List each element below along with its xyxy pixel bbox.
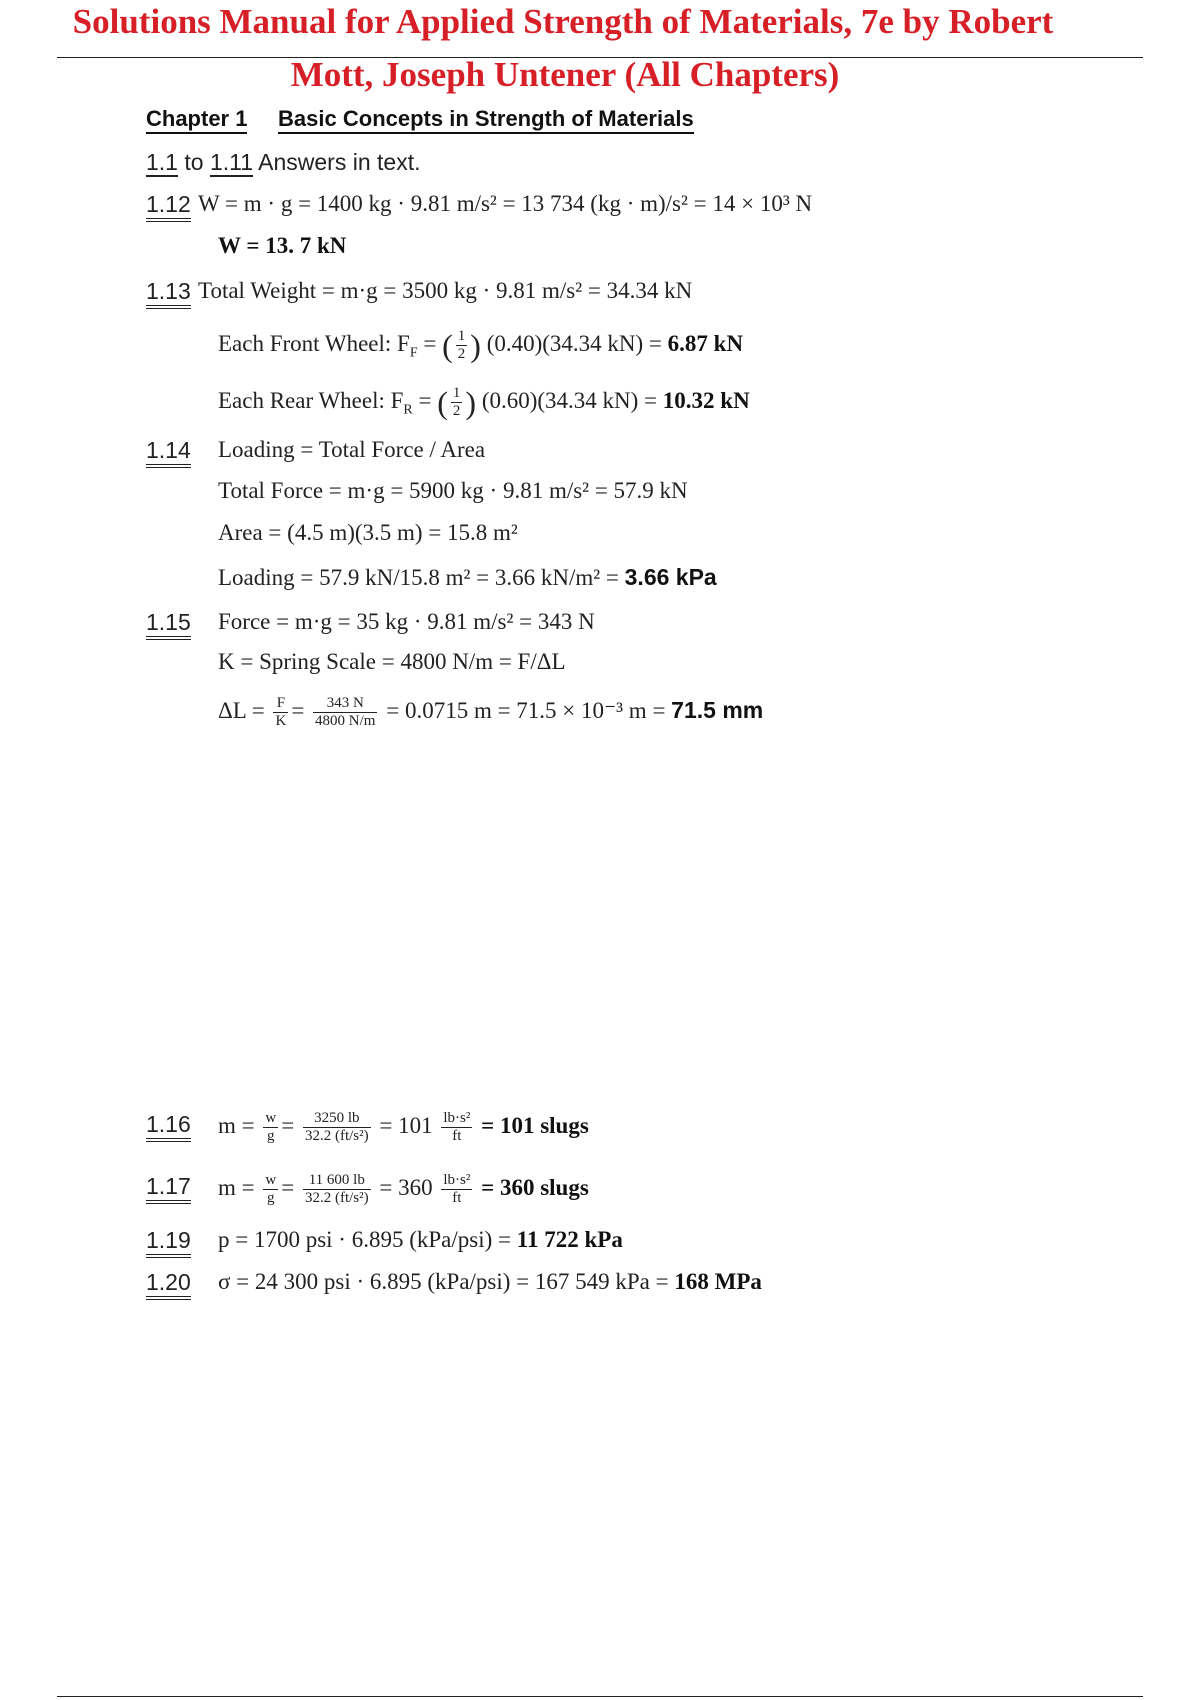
problem-1-13-rear-wheel: Each Rear Wheel: $F_R$ = ( $\frac{1}{2}$ ) (0.60)(34.34 kN) = 10.32 kN [218, 384, 750, 421]
problem-1-16-equation: m = $\frac{w}{g}$ = $\frac{3250 lb}{\text{32.2 (ft/s²)}}$ = 101 $\frac{\text{lb·s²}}{ft}$ = 101 slugs [218, 1110, 589, 1144]
problem-1-15-line1: Force = m·g = 35 kg · 9.81 m/s² = 343 N [218, 609, 595, 634]
paren-close: ) [465, 384, 477, 421]
problem-number-1-14: 1.14 [146, 436, 191, 468]
problem-number-1-13: 1.13 [146, 277, 191, 309]
problem-1-13-front-wheel: Each Front Wheel: $F_F$ = ( $\frac{1}{2}$ ) (0.40)(34.34 kN) = 6.87 kN [218, 327, 744, 364]
force-over-k-fraction [313, 695, 377, 730]
fraction-numerator: 1 [457, 328, 466, 344]
paren-close: ) [470, 327, 481, 364]
w-over-g-fraction [263, 1172, 278, 1207]
mass-start: m = [218, 1174, 255, 1200]
fraction-denominator: 2 [452, 403, 461, 419]
front-wheel-sub: F [409, 345, 418, 361]
problem-number-1-19: 1.19 [146, 1226, 191, 1258]
problem-1-14-line4 [218, 563, 717, 592]
fraction-denominator: ft [452, 1128, 462, 1144]
weight-over-g-fraction [303, 1110, 371, 1145]
problem-1-17-equation: m = $\frac{w}{g}$ = $\frac{11 600 lb}{\text{32.2 (ft/s²)}}$ = 360 $\frac{\text{lb·s²}}{ft}$ = 360 slugs [218, 1172, 589, 1206]
fraction-denominator: ft [452, 1190, 462, 1206]
paren-open: ( [442, 327, 453, 364]
f-over-k-fraction [273, 695, 288, 730]
fraction-numerator: lb·s² [443, 1172, 471, 1188]
problem-1-15-line2: K = Spring Scale = 4800 N/m = F/ΔL [218, 649, 566, 674]
problem-number: 1.1 [146, 149, 178, 175]
problem-1-20-equation [218, 1268, 762, 1296]
problem-1-19-equation [218, 1226, 623, 1254]
rear-wheel-label: Each Rear Wheel: F [218, 387, 404, 413]
stress-answer: 168 MPa [674, 1269, 762, 1294]
chapter-name: Basic Concepts in Strength of Materials [278, 106, 694, 134]
fraction-numerator: 11 600 lb [303, 1172, 371, 1190]
fraction-numerator: w [265, 1172, 277, 1188]
fraction-denominator: 32.2 (ft/s²) [304, 1128, 369, 1144]
mass-answer: = 360 slugs [481, 1174, 589, 1200]
problem-text: Answers in text. [258, 149, 421, 175]
loading-answer: 3.66 kPa [624, 564, 717, 590]
stress-expression: σ = 24 300 psi · 6.895 (kPa/psi) = 167 549 kPa = [218, 1269, 669, 1294]
mass-mid: = 101 [379, 1112, 433, 1138]
fraction-numerator: 343 N [313, 695, 377, 713]
unit-fraction [441, 1172, 472, 1207]
fraction-denominator: 2 [457, 346, 466, 362]
problem-number-1-16: 1.16 [146, 1110, 191, 1142]
problem-1-1-row [146, 148, 420, 176]
half-fraction [451, 385, 463, 420]
problem-number-1-12: 1.12 [146, 190, 191, 222]
mass-mid: = 360 [379, 1174, 433, 1200]
fraction-denominator: K [275, 713, 287, 729]
front-wheel-label: Each Front Wheel: F [218, 330, 410, 356]
mass-start: m = [218, 1112, 255, 1138]
problem-number: 1.11 [209, 149, 254, 175]
delta-l-answer: 71.5 mm [671, 696, 764, 723]
problem-1-15-line3: ΔL = $\frac{F}{K}$ = $\frac{343 N}{4800 N/m}$ = 0.0715 m = 71.5 × 10⁻³ m = 71.5 mm [218, 695, 764, 729]
footer-rule [57, 1696, 1143, 1697]
fraction-numerator: 1 [452, 385, 461, 401]
delta-l-start: ΔL = [218, 697, 265, 723]
document-title-line1: Solutions Manual for Applied Strength of Materials, 7e by Robert [72, 2, 1054, 41]
rear-wheel-expression: (0.60)(34.34 kN) = [481, 387, 658, 413]
problem-1-14-line1: Loading = Total Force / Area [218, 437, 486, 462]
mass-answer: = 101 slugs [481, 1112, 589, 1138]
chapter-heading [146, 106, 694, 132]
front-wheel-answer: 6.87 kN [667, 330, 744, 356]
delta-l-result: = 0.0715 m = 71.5 × 10⁻³ m = [386, 697, 666, 723]
loading-expression: Loading = 57.9 kN/15.8 m² = 3.66 kN/m² = [218, 565, 619, 590]
document-title-line2: Mott, Joseph Untener (All Chapters) [290, 55, 840, 94]
unit-fraction [441, 1110, 472, 1145]
problem-1-12-equation: W = m · g = 1400 kg · 9.81 m/s² = 13 734 (kg · m)/s² = 14 × 10³ N [198, 191, 813, 216]
fraction-denominator: g [267, 1190, 275, 1206]
fraction-denominator: g [267, 1128, 275, 1144]
w-over-g-fraction [263, 1110, 278, 1145]
fraction-numerator: lb·s² [443, 1110, 471, 1126]
pressure-answer: 11 722 kPa [516, 1227, 623, 1252]
problem-1-14-line2: Total Force = m·g = 5900 kg · 9.81 m/s² = 57.9 kN [218, 478, 688, 503]
weight-over-g-fraction [303, 1172, 371, 1207]
problem-1-12-answer: W = 13. 7 kN [218, 233, 347, 258]
pressure-expression: p = 1700 psi · 6.895 (kPa/psi) = [218, 1227, 511, 1252]
problem-number-1-20: 1.20 [146, 1268, 191, 1300]
fraction-numerator: 3250 lb [303, 1110, 371, 1128]
rear-wheel-answer: 10.32 kN [662, 387, 750, 413]
fraction-numerator: w [265, 1110, 277, 1126]
problem-to: to [184, 149, 204, 175]
problem-1-14-line3: Area = (4.5 m)(3.5 m) = 15.8 m² [218, 520, 518, 545]
front-wheel-expression: (0.40)(34.34 kN) = [486, 330, 662, 356]
half-fraction [456, 328, 468, 363]
problem-1-13-line1: Total Weight = m·g = 3500 kg · 9.81 m/s² = 34.34 kN [198, 278, 693, 303]
paren-open: ( [437, 384, 448, 421]
rear-wheel-sub: R [403, 402, 413, 418]
problem-number-1-15: 1.15 [146, 608, 191, 640]
fraction-numerator: F [273, 695, 288, 713]
fraction-denominator: 4800 N/m [315, 713, 376, 729]
chapter-label: Chapter 1 [146, 106, 247, 134]
fraction-denominator: 32.2 (ft/s²) [304, 1190, 369, 1206]
problem-number-1-17: 1.17 [146, 1172, 191, 1204]
